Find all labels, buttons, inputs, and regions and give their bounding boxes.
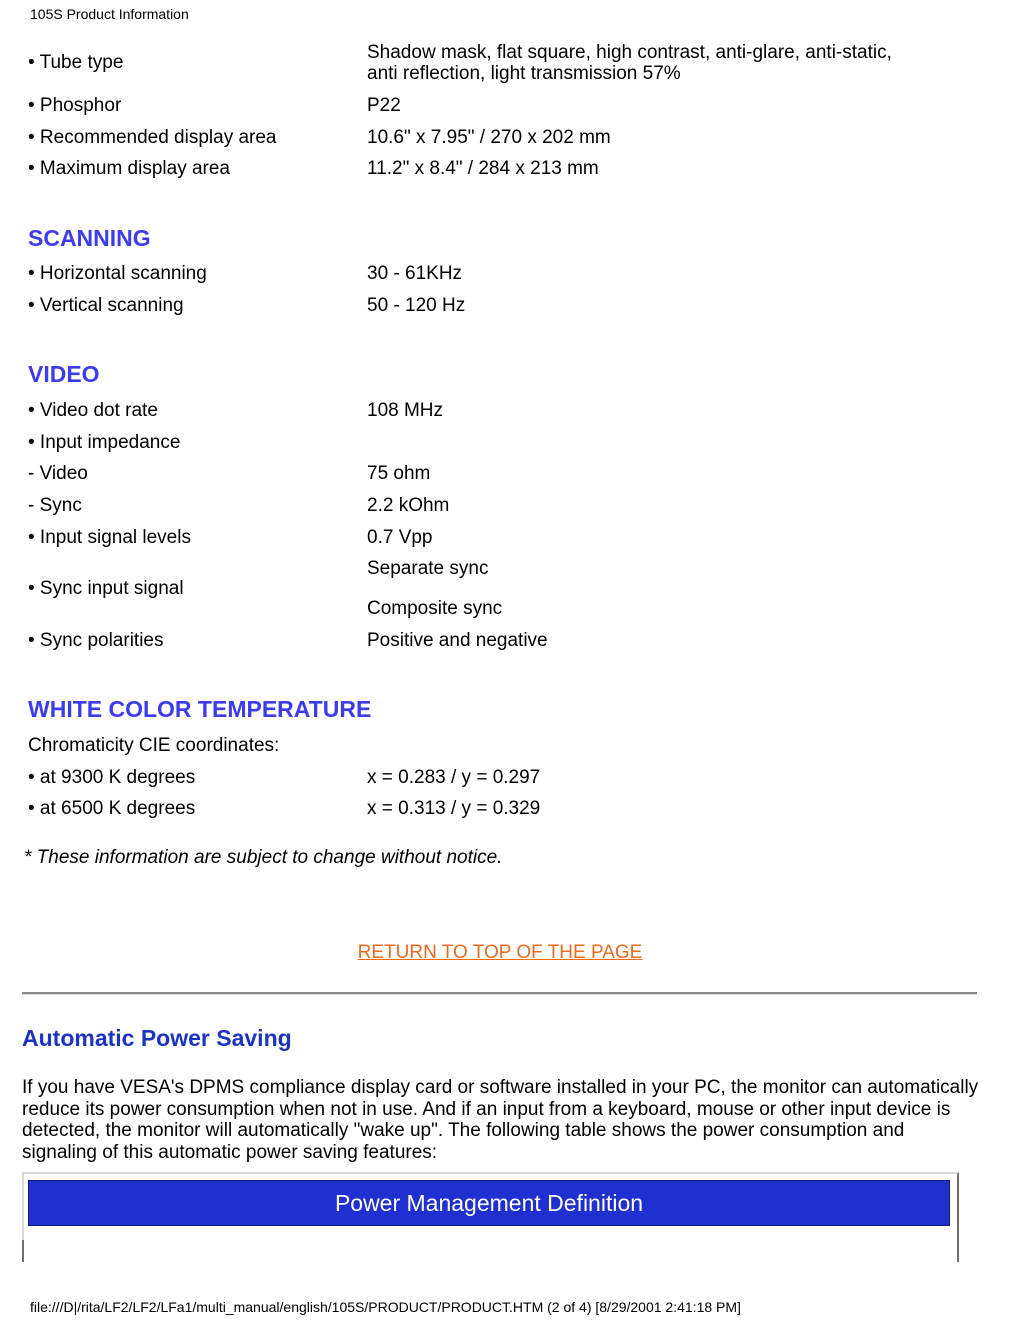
- phosphor-value: P22: [367, 95, 401, 116]
- input-signal-levels-value: 0.7 Vpp: [367, 527, 433, 548]
- phosphor-label: • Phosphor: [28, 95, 122, 116]
- tube-type-value-line2: anti reflection, light transmission 57%: [367, 63, 681, 84]
- tube-type-label: • Tube type: [28, 52, 124, 73]
- k6500-value: x = 0.313 / y = 0.329: [367, 798, 541, 819]
- white-color-temperature-heading: WHITE COLOR TEMPERATURE: [28, 696, 372, 722]
- table-left-border: [22, 1240, 24, 1262]
- impedance-sync-value: 2.2 kOhm: [367, 495, 450, 516]
- video-dot-rate-value: 108 MHz: [367, 400, 444, 421]
- sync-input-value-separate: Separate sync: [367, 558, 489, 579]
- sync-polarities-label: • Sync polarities: [28, 630, 164, 651]
- horizontal-scanning-value: 30 - 61KHz: [367, 263, 463, 284]
- video-heading: VIDEO: [28, 361, 100, 387]
- scanning-heading: SCANNING: [28, 225, 151, 251]
- vertical-scanning-label: • Vertical scanning: [28, 295, 184, 316]
- maximum-area-label: • Maximum display area: [28, 158, 230, 179]
- video-dot-rate-label: • Video dot rate: [28, 400, 158, 421]
- recommended-area-value: 10.6" x 7.95" / 270 x 202 mm: [367, 127, 611, 148]
- k9300-label: • at 9300 K degrees: [28, 767, 196, 788]
- maximum-area-value: 11.2" x 8.4" / 284 x 213 mm: [367, 158, 599, 179]
- page-header: 105S Product Information: [30, 6, 189, 22]
- impedance-video-label: - Video: [28, 463, 88, 484]
- k6500-label: • at 6500 K degrees: [28, 798, 196, 819]
- sync-input-signal-label: • Sync input signal: [28, 578, 184, 599]
- recommended-area-label: • Recommended display area: [28, 127, 277, 148]
- return-to-top-link[interactable]: RETURN TO TOP OF THE PAGE: [357, 942, 643, 963]
- power-management-table: [22, 1172, 959, 1262]
- k9300-value: x = 0.283 / y = 0.297: [367, 767, 541, 788]
- page-footer: file:///D|/rita/LF2/LF2/LFa1/multi_manual/english/105S/PRODUCT/PRODUCT.HTM (2 of 4) [8/29/2001 2:41:18 PM]: [30, 1299, 741, 1315]
- vertical-scanning-value: 50 - 120 Hz: [367, 295, 466, 316]
- power-saving-paragraph: If you have VESA's DPMS compliance display card or software installed in your PC, the monitor can automatically reduce its power consumption when not in use. And if an input from a keyboard, mouse or other input device is detected, the monitor will automatically "wake up". The following table shows the power consumption and signaling of this automatic power saving features:: [22, 1077, 979, 1164]
- impedance-video-value: 75 ohm: [367, 463, 431, 484]
- impedance-sync-label: - Sync: [28, 495, 82, 516]
- power-management-table-header: Power Management Definition: [28, 1180, 950, 1226]
- chromaticity-label: Chromaticity CIE coordinates:: [28, 735, 280, 756]
- horizontal-divider: [22, 992, 977, 995]
- return-link-container: [0, 942, 1000, 964]
- input-impedance-label: • Input impedance: [28, 432, 181, 453]
- change-notice: * These information are subject to change without notice.: [24, 847, 503, 868]
- sync-polarities-value: Positive and negative: [367, 630, 548, 651]
- input-signal-levels-label: • Input signal levels: [28, 527, 191, 548]
- power-saving-heading: Automatic Power Saving: [22, 1025, 292, 1051]
- horizontal-scanning-label: • Horizontal scanning: [28, 263, 207, 284]
- tube-type-value-line1: Shadow mask, flat square, high contrast, anti-glare, anti-static,: [367, 42, 892, 63]
- sync-input-value-composite: Composite sync: [367, 598, 503, 619]
